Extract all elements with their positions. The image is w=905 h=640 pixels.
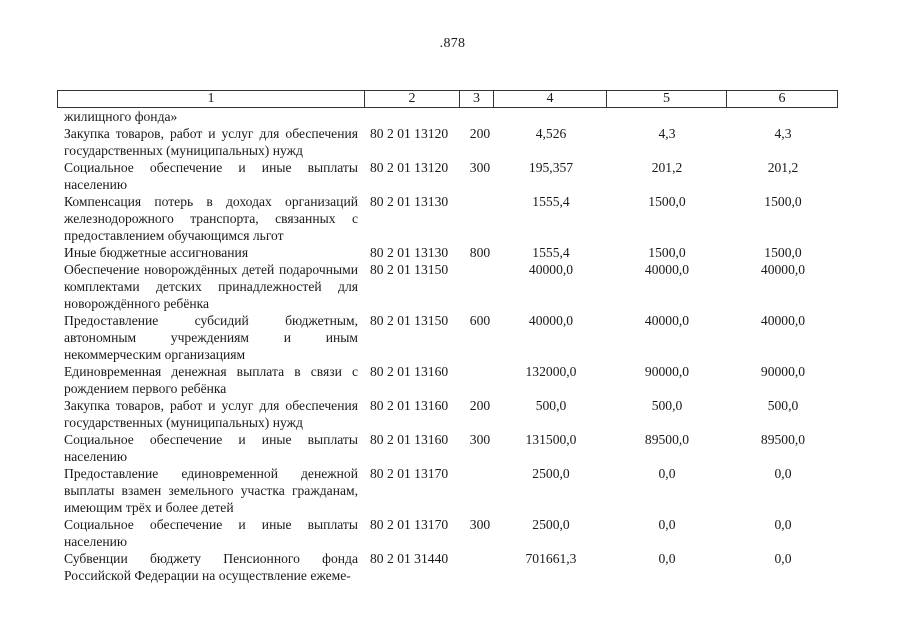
row-value-6: 0,0	[774, 551, 792, 566]
row-value-6: 1500,0	[764, 245, 802, 260]
header-col-3: 3	[460, 91, 494, 107]
row-value-5: 40000,0	[644, 313, 690, 328]
header-col-5: 5	[607, 91, 727, 107]
table-row	[0, 397, 905, 431]
row-code: 80 2 01 31440	[370, 551, 449, 566]
row-name: Социальное обеспечение и иные выплаты населению	[64, 160, 358, 192]
row-value-5: 89500,0	[644, 432, 690, 447]
row-value-4: 195,357	[528, 160, 574, 175]
row-value-4: 500,0	[535, 398, 567, 413]
table-row	[0, 431, 905, 465]
row-value-5: 4,3	[658, 126, 676, 141]
row-type: 200	[469, 126, 491, 141]
row-type: 200	[469, 398, 491, 413]
table-row	[0, 244, 905, 261]
row-code: 80 2 01 13130	[370, 194, 449, 209]
row-code: 80 2 01 13160	[370, 398, 449, 413]
page-number: .878	[439, 36, 466, 51]
row-name: жилищного фонда»	[64, 109, 178, 124]
table-body	[0, 108, 905, 584]
row-value-5: 0,0	[658, 551, 676, 566]
row-value-5: 201,2	[651, 160, 683, 175]
row-name: Предоставление единовременной денежной выплаты взамен земельного участка гражданам, имеющим трёх и более детей	[64, 466, 358, 515]
row-value-4: 131500,0	[525, 432, 577, 447]
row-value-6: 201,2	[767, 160, 799, 175]
row-type: 300	[469, 160, 491, 175]
row-code: 80 2 01 13170	[370, 466, 449, 481]
row-value-4: 1555,4	[532, 194, 570, 209]
row-value-5: 0,0	[658, 517, 676, 532]
row-value-6: 90000,0	[760, 364, 806, 379]
table-row	[0, 125, 905, 159]
table-row	[0, 465, 905, 516]
row-value-5: 1500,0	[648, 245, 686, 260]
row-value-4: 4,526	[535, 126, 567, 141]
row-value-6: 4,3	[774, 126, 792, 141]
row-type: 600	[469, 313, 491, 328]
table-row	[0, 261, 905, 312]
row-name: Социальное обеспечение и иные выплаты населению	[64, 432, 358, 464]
row-value-4: 1555,4	[532, 245, 570, 260]
row-code: 80 2 01 13120	[370, 160, 449, 175]
table-header	[57, 90, 838, 108]
table-row	[0, 159, 905, 193]
row-value-6: 40000,0	[760, 313, 806, 328]
row-value-5: 0,0	[658, 466, 676, 481]
row-value-5: 40000,0	[644, 262, 690, 277]
row-value-6: 1500,0	[764, 194, 802, 209]
row-value-4: 132000,0	[525, 364, 577, 379]
row-value-6: 0,0	[774, 517, 792, 532]
row-type: 300	[469, 432, 491, 447]
header-col-6: 6	[778, 91, 786, 106]
row-value-5: 90000,0	[644, 364, 690, 379]
header-col-1: 1	[58, 91, 365, 107]
row-name: Единовременная денежная выплата в связи с рождением первого ребёнка	[64, 364, 358, 396]
row-value-4: 701661,3	[525, 551, 577, 566]
row-code: 80 2 01 13160	[370, 432, 449, 447]
row-value-5: 500,0	[651, 398, 683, 413]
row-value-4: 40000,0	[528, 262, 574, 277]
row-code: 80 2 01 13130	[370, 245, 449, 260]
row-name: Социальное обеспечение и иные выплаты населению	[64, 517, 358, 549]
header-col-2: 2	[365, 91, 460, 107]
row-code: 80 2 01 13170	[370, 517, 449, 532]
row-name: Обеспечение новорождённых детей подарочными комплектами детских принадлежностей для новорождённого ребёнка	[64, 262, 358, 311]
row-code: 80 2 01 13120	[370, 126, 449, 141]
row-code: 80 2 01 13160	[370, 364, 449, 379]
row-value-6: 40000,0	[760, 262, 806, 277]
row-value-4: 2500,0	[532, 466, 570, 481]
table-row	[0, 516, 905, 550]
row-name: Предоставление субсидий бюджетным, автономным учреждениям и иным некоммерческим организациям	[64, 313, 358, 362]
row-name: Субвенции бюджету Пенсионного фонда Российской Федерации на осуществление ежеме-	[64, 551, 358, 583]
table-row	[0, 108, 905, 125]
row-type: 300	[469, 517, 491, 532]
header-col-4: 4	[494, 91, 607, 107]
row-value-6: 89500,0	[760, 432, 806, 447]
row-name: Компенсация потерь в доходах организаций железнодорожного транспорта, связанных с предоставлением обучающимся льгот	[64, 194, 358, 243]
row-name: Иные бюджетные ассигнования	[64, 245, 249, 260]
table-row	[0, 193, 905, 244]
table-row	[0, 550, 905, 584]
row-code: 80 2 01 13150	[370, 313, 449, 328]
row-value-6: 500,0	[767, 398, 799, 413]
row-code: 80 2 01 13150	[370, 262, 449, 277]
row-value-4: 2500,0	[532, 517, 570, 532]
row-name: Закупка товаров, работ и услуг для обеспечения государственных (муниципальных) нужд	[64, 398, 358, 430]
row-type: 800	[469, 245, 491, 260]
row-value-6: 0,0	[774, 466, 792, 481]
row-value-4: 40000,0	[528, 313, 574, 328]
row-value-5: 1500,0	[648, 194, 686, 209]
table-row	[0, 312, 905, 363]
row-name: Закупка товаров, работ и услуг для обеспечения государственных (муниципальных) нужд	[64, 126, 358, 158]
table-row	[0, 363, 905, 397]
